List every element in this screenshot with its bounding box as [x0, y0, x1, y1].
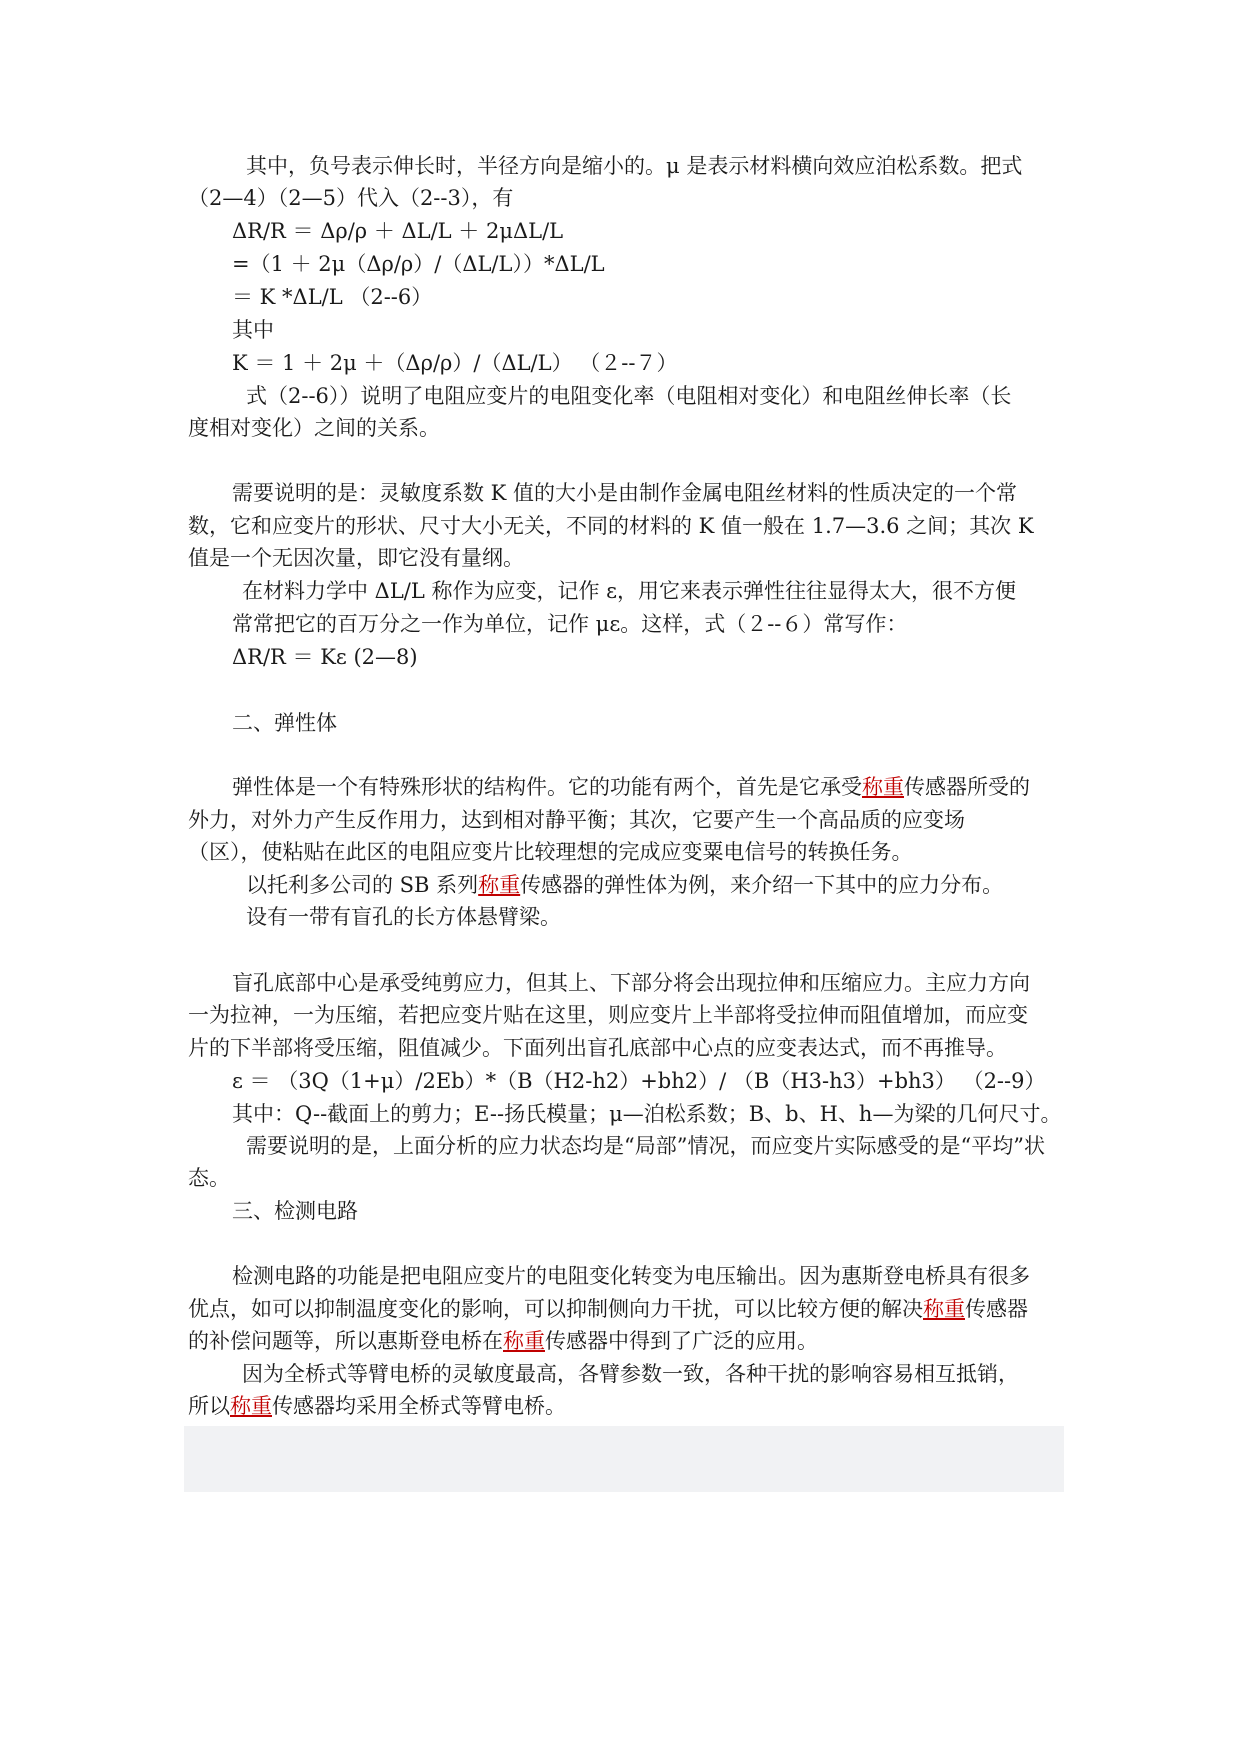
formula-line: =（1 ＋ 2μ（Δρ/ρ）/（ΔL/L））*ΔL/L — [232, 252, 605, 276]
text-line: 式（2--6））说明了电阻应变片的电阻变化率（电阻相对变化）和电阻丝伸长率（长 — [246, 384, 1012, 408]
text-line: 数，它和应变片的形状、尺寸大小无关，不同的材料的 K 值一般在 1.7—3.6 之间；其次 K — [188, 514, 1034, 538]
text-line: 其中：Q--截面上的剪力；E--扬氏模量；μ—泊松系数；B、b、H、h—为梁的几何尺寸。 — [232, 1102, 1062, 1126]
text-line: （区），使粘贴在此区的电阻应变片比较理想的完成应变粟电信号的转换任务。 — [188, 840, 913, 864]
formula-line: ε ＝ （3Q（1+μ）/2Eb）*（B（H2-h2）+bh2）/ （B（H3-h3）+bh3） （2--9） — [232, 1069, 1046, 1093]
text-line — [232, 771, 1030, 803]
text-line: 度相对变化）之间的关系。 — [188, 416, 440, 440]
text-line: 设有一带有盲孔的长方体悬臂梁。 — [246, 905, 561, 929]
text-line: 一为拉神，一为压缩，若把应变片贴在这里，则应变片上半部将受拉伸而阻值增加，而应变 — [188, 1003, 1028, 1027]
text-segment: 所以 — [188, 1394, 230, 1418]
section-heading: 二、弹性体 — [232, 711, 337, 735]
text-segment: 传感器中得到了广泛的应用。 — [545, 1329, 818, 1353]
formula-line: ＝ K *ΔL/L （2--6） — [232, 285, 433, 309]
text-line: 检测电路的功能是把电阻应变片的电阻变化转变为电压输出。因为惠斯登电桥具有很多 — [232, 1264, 1030, 1288]
keyword-link[interactable]: 称重 — [862, 775, 904, 799]
text-line: 态。 — [188, 1166, 230, 1190]
text-line: 值是一个无因次量，即它没有量纲。 — [188, 546, 524, 570]
text-segment: 传感器均采用全桥式等臂电桥。 — [272, 1394, 566, 1418]
text-line: 需要说明的是：灵敏度系数 K 值的大小是由制作金属电阻丝材料的性质决定的一个常 — [232, 481, 1018, 505]
text-line — [188, 1325, 818, 1357]
text-segment: 的补偿问题等，所以惠斯登电桥在 — [188, 1329, 503, 1353]
text-segment: 以托利多公司的 SB 系列 — [246, 873, 479, 897]
section-heading: 三、检测电路 — [232, 1199, 358, 1223]
keyword-link[interactable]: 称重 — [923, 1297, 965, 1321]
text-line: （2—4）（2—5）代入（2--3），有 — [188, 186, 514, 210]
text-line: 盲孔底部中心是承受纯剪应力，但其上、下部分将会出现拉伸和压缩应力。主应力方向 — [232, 971, 1030, 995]
text-line: 因为全桥式等臂电桥的灵敏度最高，各臂参数一致，各种干扰的影响容易相互抵销， — [242, 1362, 1019, 1386]
text-line — [246, 869, 1003, 901]
gray-content-block — [184, 1426, 1064, 1492]
text-line: 在材料力学中 ΔL/L 称作为应变，记作 ε，用它来表示弹性往往显得太大，很不方便 — [242, 579, 1017, 603]
keyword-link[interactable]: 称重 — [478, 873, 521, 897]
text-line: 片的下半部将受压缩，阻值减少。下面列出盲孔底部中心点的应变表达式，而不再推导。 — [188, 1036, 1007, 1060]
formula-line: ΔR/R ＝ Δρ/ρ ＋ ΔL/L ＋ 2μΔL/L — [232, 219, 564, 243]
text-line: 外力，对外力产生反作用力，达到相对静平衡；其次，它要产生一个高品质的应变场 — [188, 808, 965, 832]
text-segment: 传感器所受的 — [904, 775, 1030, 799]
formula-line: K ＝ 1 ＋ 2μ ＋（Δρ/ρ）/（ΔL/L） （２--７） — [232, 351, 678, 375]
text-line: 常常把它的百万分之一作为单位，记作 με。这样，式（２--６）常写作： — [232, 612, 908, 636]
text-segment: 优点，如可以抑制温度变化的影响，可以抑制侧向力干扰，可以比较方便的解决 — [188, 1297, 923, 1321]
text-segment: 弹性体是一个有特殊形状的结构件。它的功能有两个，首先是它承受 — [232, 775, 862, 799]
text-segment: 传感器的弹性体为例，来介绍一下其中的应力分布。 — [520, 873, 1004, 897]
keyword-link[interactable]: 称重 — [503, 1329, 545, 1353]
text-line: 其中，负号表示伸长时，半径方向是缩小的。μ 是表示材料横向效应泊松系数。把式 — [246, 154, 1023, 178]
text-line — [188, 1390, 566, 1422]
text-line: 需要说明的是，上面分析的应力状态均是“局部”情况，而应变片实际感受的是“平均”状 — [246, 1134, 1045, 1158]
text-line — [188, 1293, 1028, 1325]
formula-line: ΔR/R ＝ Kε (2—8) — [232, 645, 418, 669]
keyword-link[interactable]: 称重 — [230, 1394, 272, 1418]
text-line: 其中 — [232, 318, 274, 342]
text-segment: 传感器 — [965, 1297, 1028, 1321]
